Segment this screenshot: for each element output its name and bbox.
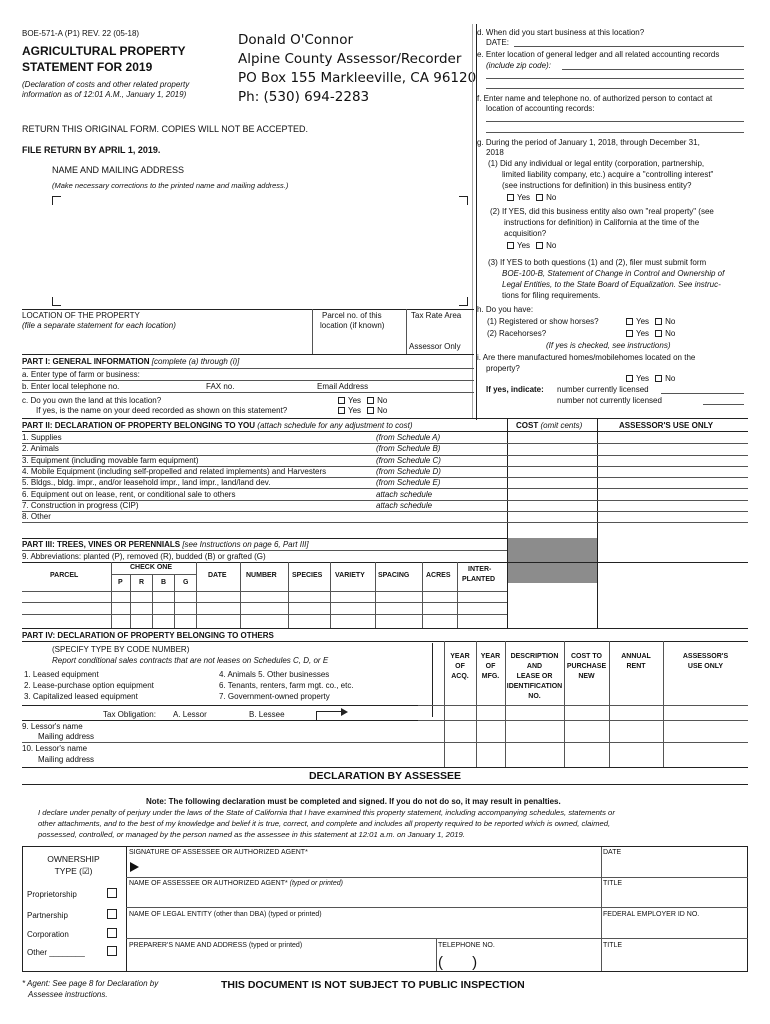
declaration-title: DECLARATION BY ASSESSEE (308, 770, 462, 782)
col-date: DATE (208, 572, 227, 579)
part2-item-ref: (from Schedule A) (376, 433, 441, 442)
q-i-label: i. Are there manufactured homes/mobilehomes located on the (477, 353, 696, 362)
q-i-unlicensed-label: number not currently licensed (557, 396, 662, 405)
q-i-label2: property? (486, 364, 520, 373)
assessee-name-label: NAME OF ASSESSEE OR AUTHORIZED AGENT* (typed or printed) (129, 880, 343, 887)
q-g3-c: Legal Entities, to the State Board of Equalization. See instruc- (502, 280, 721, 289)
q-h1-yesno[interactable]: Yes No (624, 317, 675, 326)
ownership-type-label: TYPE (☑) (54, 866, 93, 876)
q-h-label: h. Do you have: (477, 305, 534, 314)
part2-item-label: 6. Equipment out on lease, rent, or conditional sale to others (22, 489, 236, 499)
part1-c2-no-checkbox[interactable] (367, 407, 374, 414)
col-r: R (139, 579, 145, 586)
declaration-note: Note: The following declaration must be completed and signed. If you do not do so, it may result in penalties. (146, 797, 561, 806)
part3-abbrev: 9. Abbreviations: planted (P), removed (R), budded (B) or grafted (G) (22, 552, 266, 561)
preparer-label: PREPARER'S NAME AND ADDRESS (typed or printed) (129, 942, 303, 949)
col-year-mfg: YEAR OF MFG. (480, 653, 501, 680)
declaration-text-2: other attachments, and to the best of my knowledge and belief it is true, correct, and complete and includes all property required to be reported which is owned, claimed, (38, 819, 611, 828)
declaration-text-3: possessed, controlled, or managed by the person named as the assessee in this statement at 12:01 a.m. on January 1, 2019. (38, 830, 465, 839)
part3-title: PART III: TREES, VINES OR PERENNIALS [see Instructions on page 6, Part III] (22, 540, 309, 549)
part1-c-no-checkbox[interactable] (367, 397, 374, 404)
ownership-label: OWNERSHIP (47, 854, 100, 864)
parcel-no-label: Parcel no. of this (322, 311, 382, 320)
col-b: B (161, 579, 167, 586)
assessor-office: Alpine County Assessor/Recorder (238, 51, 462, 67)
q-h2-no-checkbox[interactable] (655, 330, 662, 337)
ownership-other: Other ________ (27, 948, 85, 957)
signature-label: SIGNATURE OF ASSESSEE OR AUTHORIZED AGENT* (129, 849, 308, 856)
q-g3-d: tions for filing requirements. (502, 291, 601, 300)
location-label: LOCATION OF THE PROPERTY (22, 311, 140, 320)
q-h2-yes-checkbox[interactable] (626, 330, 633, 337)
part1-c-yesno[interactable]: Yes No (336, 396, 387, 405)
q-g3-a: (3) If YES to both questions (1) and (2), filer must submit form (488, 258, 707, 267)
assessor-name: Donald O'Connor (238, 32, 354, 48)
part1-c2-label: If yes, is the name on your deed recorded as shown on this statement? (36, 406, 288, 415)
part2-item-row[interactable] (22, 500, 748, 511)
part2-item-row[interactable] (22, 477, 748, 488)
q-i-yes-checkbox[interactable] (626, 375, 633, 382)
lessee-option[interactable]: B. Lessee (249, 710, 285, 719)
q-h1-label: (1) Registered or show horses? (487, 317, 599, 326)
q-e-label: e. Enter location of general ledger and all related accounting records (477, 50, 720, 59)
declaration-text-1: I declare under penalty of perjury under the laws of the State of California that I have examined this property statement, including accompanying schedules, statements or (38, 808, 615, 817)
part4-title: PART IV: DECLARATION OF PROPERTY BELONGING TO OTHERS (22, 631, 274, 640)
tax-obligation-label: Tax Obligation: (103, 710, 156, 719)
col-year-acq: YEAR OF ACQ. (450, 653, 470, 680)
q-f-label2: location of accounting records: (486, 104, 595, 113)
ownership-corporation: Corporation (27, 930, 69, 939)
q-g1-no-checkbox[interactable] (536, 194, 543, 201)
assessor-phone: Ph: (530) 694-2283 (238, 89, 370, 105)
q-g-label2: 2018 (486, 148, 504, 157)
part4-codes-right: 4. Animals 5. Other businesses 6. Tenants, renters, farm mgt. co., etc. 7. Government-owned property (219, 670, 354, 701)
col-inter: INTER- (468, 566, 492, 573)
part4-codes-left: 1. Leased equipment 2. Lease-purchase option equipment 3. Capitalized leased equipment (24, 670, 154, 701)
assessor-only-label: Assessor Only (409, 342, 461, 351)
part1-c2-yes-checkbox[interactable] (338, 407, 345, 414)
q-e-field2[interactable] (486, 78, 744, 79)
tax-rate-area-label: Tax Rate Area (411, 311, 462, 320)
part3-table (22, 562, 748, 628)
fein-label: FEDERAL EMPLOYER ID NO. (603, 911, 700, 918)
file-return-notice: FILE RETURN BY APRIL 1, 2019. (22, 145, 161, 155)
telephone-field[interactable]: ( ) (438, 954, 478, 971)
part1-title: PART I: GENERAL INFORMATION [complete (a) through (i)] (22, 357, 240, 366)
part4-report: Report conditional sales contracts that are not leases on Schedules C, D, or E (52, 656, 329, 665)
location-note: (file a separate statement for each location) (22, 321, 176, 330)
address-window[interactable] (52, 196, 468, 306)
col-description: DESCRIPTION AND LEASE OR IDENTIFICATION NO. (506, 653, 563, 700)
q-i-licensed-label: number currently licensed (557, 385, 649, 394)
q-f-field[interactable] (486, 121, 744, 122)
title2-label: TITLE (603, 942, 623, 949)
part2-item-label: 2. Animals (22, 444, 59, 454)
q-h1-no-checkbox[interactable] (655, 318, 662, 325)
col-variety: VARIETY (335, 572, 365, 579)
telephone-label: TELEPHONE NO. (438, 942, 495, 949)
q-d-date-label: DATE: (486, 38, 509, 47)
q-e-label2: (include zip code): (486, 61, 551, 70)
proprietorship-checkbox[interactable] (107, 888, 117, 898)
part1-b-label: b. Enter local telephone no. (22, 382, 120, 391)
q-g1-a: (1) Did any individual or legal entity (corporation, partnership, (488, 159, 705, 168)
q-g3-b: BOE-100-B, Statement of Change in Control and Ownership of (502, 269, 725, 278)
corporation-checkbox[interactable] (107, 928, 117, 938)
signature-field[interactable] (145, 858, 585, 874)
part2-item-label: 5. Bldgs., bldg. impr., and/or leasehold impr., land impr., land/land dev. (22, 478, 271, 488)
q-i-yesno[interactable]: Yes No (624, 374, 675, 383)
part1-c-label: c. Do you own the land at this location? (22, 396, 162, 405)
part2-item-label: 3. Equipment (including movable farm equipment) (22, 455, 199, 465)
q-h1-yes-checkbox[interactable] (626, 318, 633, 325)
q-g2-no-checkbox[interactable] (536, 242, 543, 249)
agent-note-1: * Agent: See page 8 for Declaration by (22, 979, 159, 988)
part2-item-label: 7. Construction in progress (CIP) (22, 500, 139, 510)
part2-item-row[interactable] (22, 489, 748, 500)
name-mailing-note: (Make necessary corrections to the printed name and mailing address.) (52, 181, 289, 190)
part2-item-row[interactable] (22, 511, 748, 522)
col-number: NUMBER (246, 572, 277, 579)
q-h2-label: (2) Racehorses? (487, 329, 547, 338)
part4-specify: (SPECIFY TYPE BY CODE NUMBER) (52, 645, 190, 654)
q-g1-c: (see instructions for definition) in this business entity? (502, 181, 692, 190)
email-label: Email Address (317, 382, 369, 391)
cost-header: COST (omit cents) (516, 421, 583, 430)
sign-here-arrow-icon (130, 862, 139, 872)
other-checkbox[interactable] (107, 946, 117, 956)
legal-entity-label: NAME OF LEGAL ENTITY (other than DBA) (typed or printed) (129, 911, 322, 918)
col-planted: PLANTED (462, 576, 496, 583)
date-label: DATE (603, 849, 622, 856)
name-mailing-label: NAME AND MAILING ADDRESS (52, 165, 185, 175)
form-id: BOE-571-A (P1) REV. 22 (05-18) (22, 29, 140, 38)
part1-a-label: a. Enter type of farm or business: (22, 370, 140, 379)
title-label: TITLE (603, 880, 623, 887)
not-public-notice: THIS DOCUMENT IS NOT SUBJECT TO PUBLIC INSPECTION (221, 979, 525, 991)
q-i-licensed-field[interactable] (661, 393, 744, 394)
part1-c2-yesno[interactable]: Yes No (336, 406, 387, 415)
q-d-date-field[interactable] (514, 46, 744, 47)
q-g1-b: limited liability company, etc.) acquire a "controlling interest" (502, 170, 714, 179)
q-g2-a: (2) If YES, did this business entity also own "real property" (see (490, 207, 714, 216)
part2-item-ref: (from Schedule E) (376, 478, 441, 488)
col-species: SPECIES (292, 572, 323, 579)
form-title-line2: STATEMENT FOR 2019 (22, 60, 153, 74)
part1-c-yes-checkbox[interactable] (338, 397, 345, 404)
row9-mailing: Mailing address (38, 732, 95, 741)
part2-item-row[interactable] (22, 443, 748, 454)
part2-item-ref: attach schedule (376, 500, 433, 510)
col-p: P (118, 579, 123, 586)
part2-item-row[interactable] (22, 455, 748, 466)
q-g2-yesno[interactable]: Yes No (505, 241, 556, 250)
partnership-checkbox[interactable] (107, 909, 117, 919)
q-h3-note: (If yes is checked, see instructions) (546, 341, 671, 350)
part2-item-ref: attach schedule (376, 489, 433, 499)
part2-item-label: 8. Other (22, 512, 51, 522)
q-i-no-checkbox[interactable] (655, 375, 662, 382)
part2-item-row[interactable] (22, 466, 748, 477)
q-i-indicate: If yes, indicate: (486, 385, 544, 394)
form-subtitle: (Declaration of costs and other related property information as of 12:01 A.M., January 1, 2019) (22, 80, 190, 99)
q-g2-c: acquisition? (504, 229, 547, 238)
q-g2-yes-checkbox[interactable] (507, 242, 514, 249)
ownership-partnership: Partnership (27, 911, 68, 920)
q-e-field[interactable] (562, 69, 744, 70)
fax-label: FAX no. (206, 382, 235, 391)
part2-item-ref: (from Schedule B) (376, 444, 441, 454)
form-title-line1: AGRICULTURAL PROPERTY (22, 44, 186, 58)
part2-item-row[interactable] (22, 432, 748, 443)
row10-lessor-name: 10. Lessor's name (22, 744, 88, 753)
q-i-unlicensed-field[interactable] (703, 404, 744, 405)
q-g-label: g. During the period of January 1, 2018, through December 31, (477, 138, 700, 147)
ownership-proprietorship: Proprietorship (27, 890, 77, 899)
q-d-label: d. When did you start business at this location? (477, 28, 645, 37)
q-f-label: f. Enter name and telephone no. of authorized person to contact at (477, 94, 713, 103)
col-acres: ACRES (426, 572, 451, 579)
row10-mailing: Mailing address (38, 755, 95, 764)
parcel-no-label2: location (if known) (320, 321, 385, 330)
q-h2-yesno[interactable]: Yes No (624, 329, 675, 338)
lessor-arrow-icon (341, 708, 348, 716)
return-original-notice: RETURN THIS ORIGINAL FORM. COPIES WILL NOT BE ACCEPTED. (22, 124, 309, 134)
assessor-use-header: ASSESSOR'S USE ONLY (619, 421, 714, 430)
col-g: G (183, 579, 189, 586)
q-g1-yesno[interactable]: Yes No (505, 193, 556, 202)
col-assessor-use: ASSESSOR'S USE ONLY (682, 653, 729, 670)
part2-item-ref: (from Schedule D) (376, 466, 441, 476)
lessor-option[interactable]: A. Lessor (173, 710, 207, 719)
col-cost-new: COST TO PURCHASE NEW (566, 653, 607, 680)
part2-item-label: 1. Supplies (22, 433, 62, 442)
part2-title: PART II: DECLARATION OF PROPERTY BELONGING TO YOU (attach schedule for any adjustment to cost) (22, 421, 413, 430)
part2-item-ref: (from Schedule C) (376, 455, 441, 465)
location-input[interactable] (24, 333, 304, 347)
assessor-address: PO Box 155 Markleeville, CA 96120 (238, 70, 477, 86)
col-parcel: PARCEL (50, 572, 79, 579)
row9-lessor-name: 9. Lessor's name (22, 722, 83, 731)
col-check-one: CHECK ONE (130, 564, 173, 571)
col-annual-rent: ANNUAL RENT (621, 653, 651, 670)
agent-note-2: Assessee instructions. (28, 990, 108, 999)
part2-item-label: 4. Mobile Equipment (including self-propelled and related implements) and Harvesters (22, 466, 327, 476)
q-g2-b: instructions for definition) in California at the time of the (504, 218, 700, 227)
col-spacing: SPACING (378, 572, 410, 579)
q-g1-yes-checkbox[interactable] (507, 194, 514, 201)
